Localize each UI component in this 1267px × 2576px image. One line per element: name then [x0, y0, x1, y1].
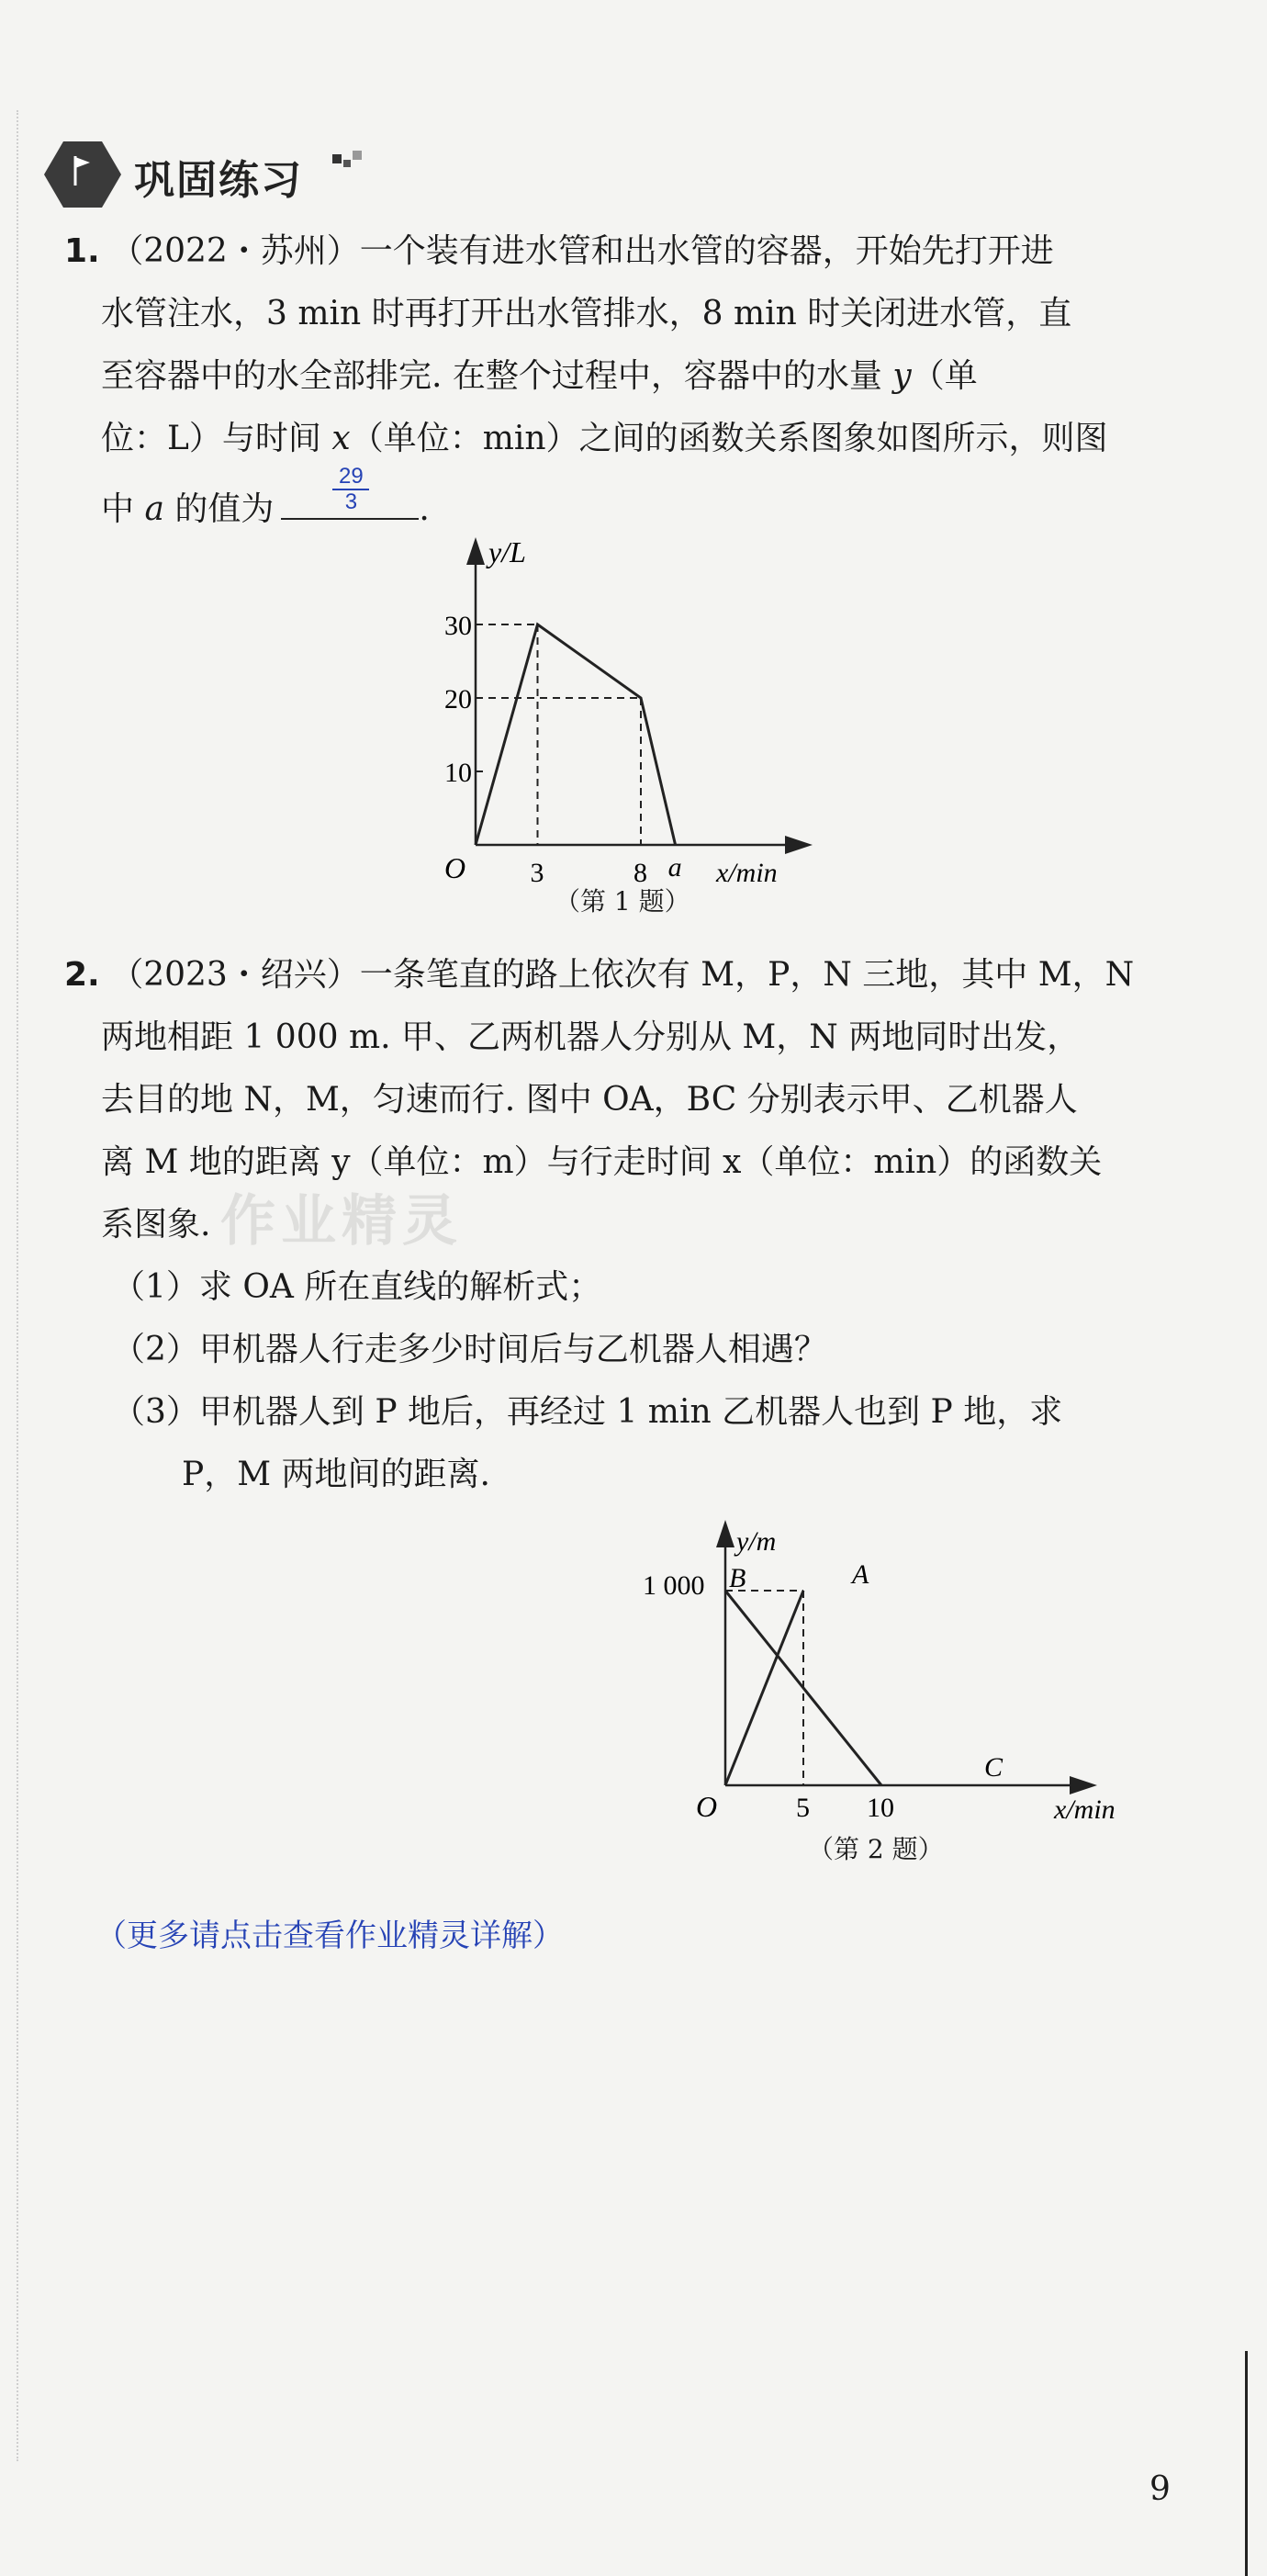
figure-1-caption: （第 1 题）	[555, 886, 690, 917]
chart-1-xlabel: x/min	[716, 858, 778, 888]
view-solution-link[interactable]: （更多请点击查看作业精灵详解）	[95, 1918, 564, 1954]
q2-line-5: 系图象.	[101, 1206, 211, 1243]
x-tick-label: 10	[867, 1793, 894, 1823]
margin-rule	[17, 110, 18, 2461]
question-1	[64, 220, 1148, 533]
figure-2-caption: （第 2 题）	[808, 1834, 944, 1864]
q1-line-2: 水管注水，3 min 时再打开出水管排水，8 min 时关闭进水管，直	[101, 295, 1072, 332]
question-2	[64, 944, 1157, 1506]
chart-2-ticks	[796, 1793, 894, 1823]
q1-line-5: 中	[101, 490, 135, 528]
chart-1-ylabel: y/L	[488, 535, 526, 568]
q1-line-5-mid: 的值为	[174, 490, 275, 528]
watermark: 作业精灵	[220, 1189, 463, 1254]
x-tick-label: 8	[634, 858, 647, 888]
q1-line-1: （2022・苏州）一个装有进水管和出水管的容器，开始先打开进	[110, 232, 1054, 270]
binding-edge	[1245, 2351, 1248, 2576]
q2-sub-3: （3）甲机器人到 P 地后，再经过 1 min 乙机器人也到 P 地，求	[112, 1393, 1063, 1431]
answer-fraction	[332, 465, 369, 514]
chart-2-ylabel: y/m	[736, 1526, 777, 1557]
q1-line-3-tail: （单	[911, 357, 978, 395]
q2-sub-1: （1）求 OA 所在直线的解析式；	[112, 1268, 602, 1306]
answer-numerator: 29	[339, 464, 364, 489]
chart-2-origin: O	[696, 1790, 718, 1823]
question-number: 1.	[64, 232, 100, 270]
point-C-label: C	[984, 1752, 1004, 1783]
var-x: x	[331, 420, 351, 457]
q2-line-3: 去目的地 N，M，匀速而行. 图中 OA，BC 分别表示甲、乙机器人	[101, 1081, 1078, 1119]
question-number: 2.	[64, 956, 100, 994]
series-OA-line	[725, 1591, 803, 1785]
chart-2-xlabel: x/min	[1054, 1794, 1116, 1825]
var-a: a	[144, 490, 164, 528]
chart-1-ticks	[444, 611, 682, 888]
q2-line-1: （2023・绍兴）一条笔直的路上依次有 M，P，N 三地，其中 M，N	[110, 956, 1135, 994]
x-tick-label: a	[667, 852, 682, 883]
flag-icon	[72, 154, 94, 187]
section-title: 巩固练习	[134, 157, 303, 204]
chart-2-ytick-1000: 1 000	[643, 1570, 705, 1601]
answer-denominator: 3	[332, 489, 369, 514]
q2-line-4: 离 M 地的距离 y（单位：m）与行走时间 x（单位：min）的函数关	[101, 1143, 1103, 1181]
q1-period: .	[419, 490, 430, 528]
x-tick-label: 5	[796, 1793, 810, 1823]
q1-line-4: 位：L）与时间	[101, 420, 321, 457]
chart-1-series-line	[476, 624, 676, 845]
y-tick-label: 10	[444, 758, 472, 788]
q2-sub-2: （2）甲机器人行走多少时间后与乙机器人相遇？	[112, 1331, 827, 1368]
page-number: 9	[1149, 2470, 1171, 2508]
x-tick-label: 3	[530, 858, 544, 888]
chart-1-origin: O	[444, 851, 466, 884]
q1-line-3: 至容器中的水全部排完. 在整个过程中，容器中的水量	[101, 357, 882, 395]
chart-1	[444, 533, 835, 937]
chart-2	[634, 1515, 1148, 1828]
q1-line-4-mid: （单位：min）之间的函数关系图象如图所示，则图	[350, 420, 1108, 457]
var-y: y	[892, 357, 912, 395]
section-header	[44, 138, 430, 211]
y-tick-label: 20	[444, 684, 472, 714]
q2-line-2: 两地相距 1 000 m. 甲、乙两机器人分别从 M，N 两地同时出发，	[101, 1018, 1081, 1056]
point-A-label: A	[852, 1559, 869, 1590]
point-B-label: B	[729, 1563, 746, 1593]
y-tick-label: 30	[444, 611, 472, 641]
answer-blank[interactable]	[281, 464, 419, 520]
q2-sub-3-cont: P，M 两地间的距离.	[182, 1456, 490, 1493]
squares-decoration-icon	[331, 147, 367, 174]
chart-1-guides	[476, 624, 641, 845]
